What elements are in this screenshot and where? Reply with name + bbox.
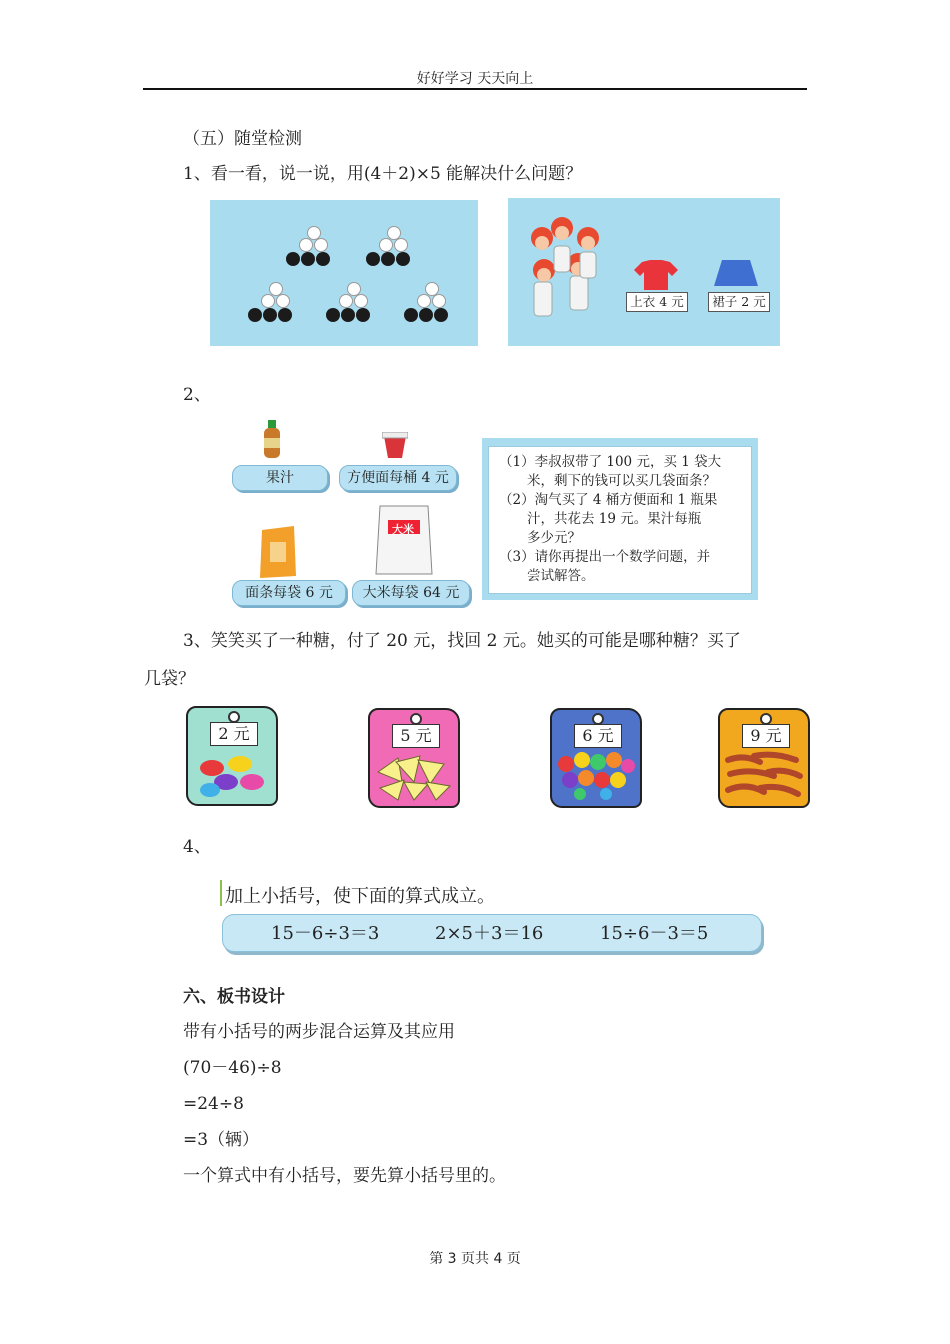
dot-triangle [370,226,430,266]
question-3-line2: 几袋？ [144,669,195,689]
price-tag: 5 元 [392,724,440,748]
q2-question-line: （2）淘气买了 4 桶方便面和 1 瓶果 [499,492,718,508]
dot-triangle [330,282,390,322]
question-4: 4、 [183,837,211,857]
dot-triangle [290,226,350,266]
section-heading-6: 六、板书设计 [183,987,285,1007]
price-tag: 6 元 [574,724,622,748]
stick-candy-icon [724,750,804,802]
q4-formula: 15－6÷3＝3 [271,923,380,944]
noodle-cup-label: 方便面每桶 4 元 [339,465,457,491]
skirt-icon [714,260,758,288]
noodle-bag-icon [258,526,298,578]
q2-question-line: （3）请你再提出一个数学问题，并 [499,549,711,565]
q2-question-line: （1）李叔叔带了 100 元，买 1 袋大 [499,454,722,470]
dot-triangle [408,282,468,322]
board-line: 带有小括号的两步混合运算及其应用 [183,1022,455,1042]
dot-triangle [252,282,312,322]
price-tag: 2 元 [210,722,258,746]
triangle-candy-icon [374,752,454,802]
skirt-price-label: 裙子 2 元 [708,292,770,312]
price-tag: 9 元 [742,724,790,748]
margin-mark [220,880,222,906]
board-line: 一个算式中有小括号，要先算小括号里的。 [183,1166,506,1186]
page-footer: 第 3 页共 4 页 [429,1251,521,1267]
rice-bag-icon [374,500,434,576]
question-1: 1、看一看，说一说，用(4＋2)×5 能解决什么问题？ [183,164,583,184]
question-2: 2、 [183,385,211,405]
q4-instruction: 加上小括号，使下面的算式成立。 [225,886,495,907]
q4-formula: 2×5＋3＝16 [435,923,544,944]
rice-bag-mark: 大米 [392,523,414,536]
noodle-bag-label: 面条每袋 6 元 [232,580,346,606]
juice-bottle-icon [262,420,282,458]
candy-bag-5 [368,708,460,808]
ball-candy-icon [556,750,636,800]
q4-formula-bar [222,914,762,952]
candy-bag-2 [186,706,278,806]
q2-question-line: 米，剩下的钱可以买几袋面条？ [527,473,716,489]
header-divider [143,88,807,90]
candy-bag-9 [718,708,810,808]
board-line: (70－46)÷8 [183,1058,282,1078]
noodle-cup-icon [382,432,408,458]
q2-question-box [488,446,752,594]
q2-question-panel [482,438,758,600]
shirt-price-label: 上衣 4 元 [626,292,688,312]
wrapped-candy-icon [192,750,272,800]
page-header: 好好学习 天天向上 [416,71,534,87]
shirt-icon [634,260,678,290]
question-3-line1: 3、笑笑买了一种糖，付了 20 元，找回 2 元。她买的可能是哪种糖？买了 [183,631,741,651]
dots-panel [210,200,478,346]
board-line: =3（辆） [183,1130,260,1150]
dolls-panel [508,198,780,346]
q2-question-line: 多少元？ [527,530,581,546]
juice-label: 果汁 [232,465,328,491]
candy-bag-6 [550,708,642,808]
q2-question-line: 汁，共花去 19 元。果汁每瓶 [527,511,702,527]
rice-label: 大米每袋 64 元 [352,580,470,606]
section-heading-5: （五）随堂检测 [183,129,302,149]
board-line: =24÷8 [183,1094,244,1114]
q4-formula: 15÷6－3＝5 [600,923,709,944]
q2-question-line: 尝试解答。 [527,568,595,584]
